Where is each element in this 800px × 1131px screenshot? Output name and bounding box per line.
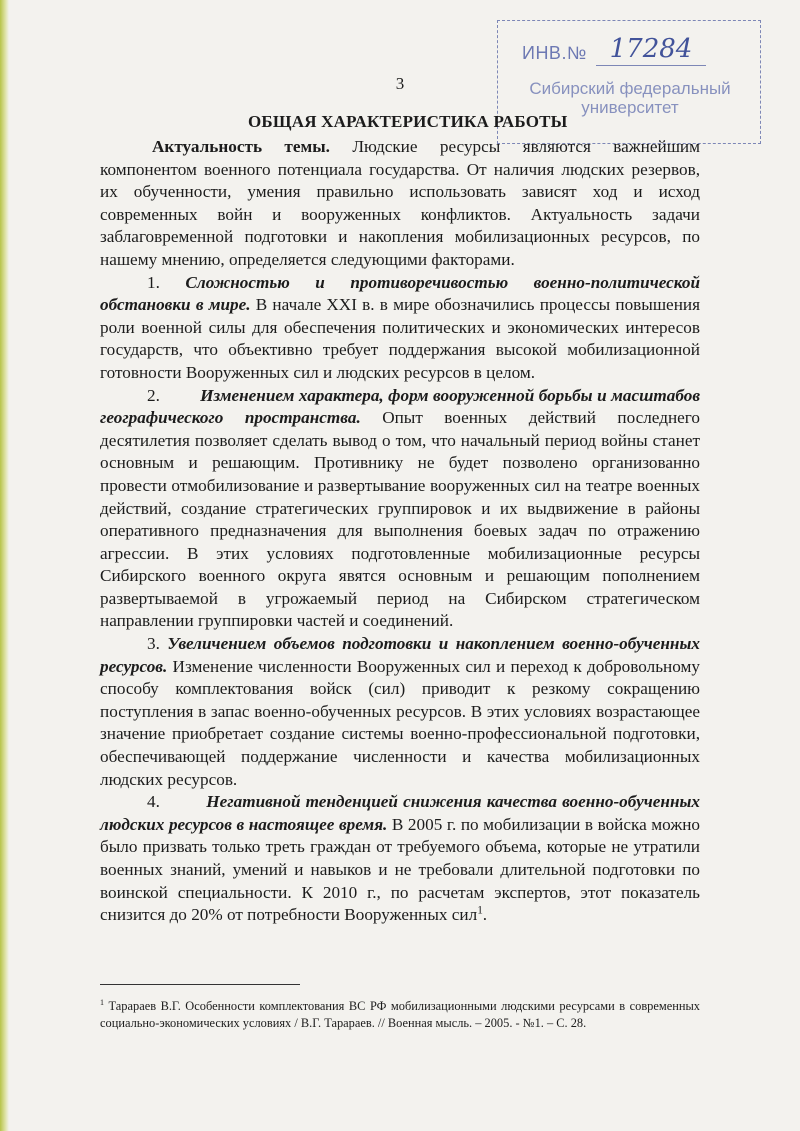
factor-text: Опыт военных действий последнего десятилетия позволяет сделать вывод о том, что начальный период войны станет основным и решающим. Противнику не будет позволено организованно провести отмобилизование и развертывание вооруженных сил на театре военных действий, создание стратегических группировок и их выдвижение в районы оперативного предназначения для выполнения боевых задач по отражению агрессии. В этих условиях подготовленные мобилизационные ресурсы Сибирского военного округа явятся основным и решающим пополнением развертываемой в угрожаемый период на Сибирском стратегическом направлении группировки частей и соединений.	[100, 408, 700, 631]
intro-lead: Актуальность темы.	[152, 137, 330, 156]
stamp-organization: Сибирский федеральный университет	[529, 79, 731, 117]
intro-paragraph	[100, 136, 700, 272]
footnote-divider	[100, 984, 300, 985]
footnote	[100, 998, 700, 1032]
factor-number: 4.	[147, 792, 160, 812]
factor-title: Увеличением объемов подготовки и накоплением военно-обученных ресурсов.	[100, 634, 700, 676]
factor-number: 1.	[147, 272, 160, 292]
factor-number: 3.	[147, 634, 160, 654]
factor-paragraph	[100, 791, 700, 927]
footnote-reference: 1	[477, 904, 483, 917]
factor-paragraph	[100, 633, 700, 791]
factor-text: В 2005 г. по мобилизации в войска можно было призвать только треть граждан от требуемого объема, которые не утратили военных знаний, умений и навыков и не требовали длительной подготовки по воинской специальности. К 2010 г., по расчетам экспертов, этот показатель снизится до 20% от потребности Вооруженных сил	[100, 814, 700, 925]
factor-paragraph	[100, 272, 700, 385]
factor-text: В начале XXI в. в мире обозначились процессы повышения роли военной силы для обеспечения политических и экономических интересов государств, что объективно требует поддержания высокой мобилизационной готовности Вооруженных сил и людских ресурсов в целом.	[100, 295, 700, 382]
factor-number: 2.	[147, 385, 160, 405]
factor-title: Сложностью и противоречивостью военно-политической обстановки в мире.	[100, 272, 700, 315]
factor-end: .	[482, 905, 488, 925]
footnote-text: Тарараев В.Г. Особенности комплектования ВС РФ мобилизационными людскими ресурсами в современных социально-экономических условиях / В.Г. Тарараев. // Военная мысль. – 2005. - №1. – С. 28.	[100, 999, 700, 1030]
intro-text: Людские ресурсы являются важнейшим компонентом военного потенциала государства. От наличия людских резервов, их обученности, умения правильно использовать зависят ход и исход современных войн и вооруженных конфликтов. Актуальность задачи заблаговременной подготовки и накопления мобилизационных ресурсов, по нашему мнению, определяется следующими факторами.	[100, 137, 701, 269]
factor-text: Изменение численности Вооруженных сил и переход к добровольному способу комплектования войск (сил) приводит к резкому сокращению поступления в запас военно-обученных ресурсов. В этих условиях возрастающее значение приобретает создание системы военно-профессиональной подготовки, обеспечивающей поддержание численности и качества мобилизационных людских ресурсов.	[100, 656, 700, 789]
section-heading: ОБЩАЯ ХАРАКТЕРИСТИКА РАБОТЫ	[248, 112, 568, 131]
factor-paragraph	[100, 385, 700, 634]
stamp-inventory-number: 17284	[596, 33, 706, 66]
page-edge	[0, 0, 9, 1131]
page-number: 3	[395, 74, 405, 93]
footnote-marker: 1	[100, 997, 105, 1007]
body-text	[100, 136, 700, 927]
factor-title: Изменением характера, форм вооруженной борьбы и масштабов географического пространства.	[100, 385, 700, 428]
stamp-inventory-label: ИНВ.№	[522, 43, 587, 63]
factor-title: Негативной тенденцией снижения качества военно-обученных людских ресурсов в настоящее время.	[100, 792, 701, 834]
